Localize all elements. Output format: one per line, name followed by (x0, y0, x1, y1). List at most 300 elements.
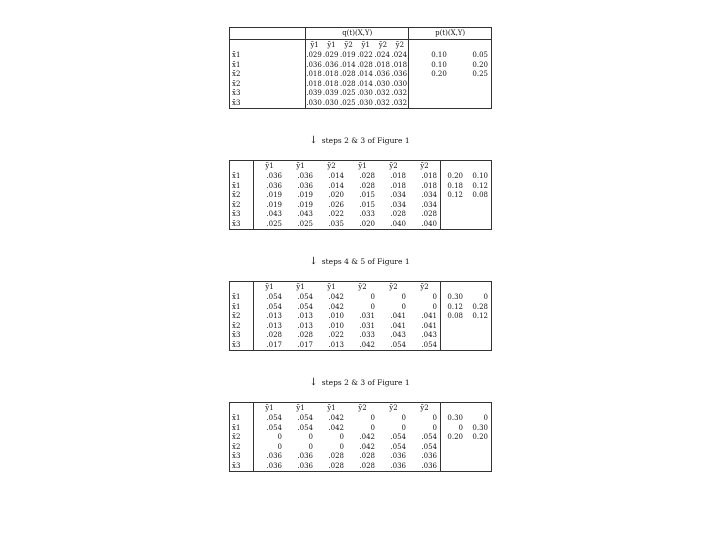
table-3-body (230, 282, 491, 351)
row-label: x̃3 (230, 210, 254, 220)
table-row (230, 462, 491, 472)
p-value-cell: 0.20 (431, 70, 447, 78)
q-value-cell: .054 (390, 442, 406, 451)
p-value-cell (409, 99, 450, 109)
row-label: x̃3 (230, 220, 254, 230)
q-value-cell: 0 (308, 433, 313, 441)
q-value-cell: 0 (339, 442, 344, 451)
q-value-cell: 0 (370, 302, 375, 311)
q-value-cell: .018 (390, 181, 406, 190)
table-row (230, 99, 491, 109)
row-label: x̃1 (230, 303, 254, 313)
q-value-cell: .014 (357, 79, 373, 88)
step-text: steps 2 & 3 of Figure 1 (321, 378, 410, 387)
q-value-cell: .042 (328, 414, 344, 422)
step-label-2 (229, 256, 490, 267)
q-value-cell: .041 (409, 312, 441, 322)
q-value-cell: .028 (359, 172, 375, 180)
q-value-cell: .054 (378, 341, 409, 351)
q-value-cell: .036 (391, 70, 408, 78)
q-value-cell: .018 (409, 172, 441, 182)
table-row (230, 433, 491, 443)
p-value-cell (466, 341, 491, 351)
p-value-cell: 0.20 (447, 172, 463, 180)
q-value-cell: .010 (328, 312, 344, 320)
row-label: x̃2 (230, 443, 254, 453)
p-value-cell (441, 201, 467, 211)
p-header-cell (409, 40, 450, 52)
q-value-cell: .054 (297, 414, 313, 422)
q-value-cell: .020 (328, 191, 344, 199)
column-header: ỹ1 (296, 282, 305, 291)
q-value-cell: 0 (401, 414, 406, 422)
row-label: x̃2 (230, 201, 254, 211)
column-header: ỹ1 (296, 161, 305, 170)
table-row (230, 452, 491, 462)
q-value-cell: .028 (316, 462, 347, 472)
p-value-cell (441, 452, 467, 462)
q-value-cell: .054 (297, 302, 313, 311)
q-value-cell: 0 (409, 424, 441, 434)
q-value-cell: .030 (391, 79, 408, 88)
column-header: ỹ2 (409, 282, 441, 294)
row-label: x̃3 (230, 452, 254, 462)
table-2 (229, 160, 492, 230)
p-header-cell (466, 403, 491, 415)
p-value-cell (466, 443, 491, 453)
table-row (230, 341, 491, 351)
q-value-cell: .028 (297, 331, 313, 339)
p-value-cell (441, 341, 467, 351)
q-value-cell: .028 (266, 331, 282, 339)
p-header-cell (441, 403, 467, 415)
q-value-cell: .019 (266, 191, 282, 199)
q-value-cell: .036 (306, 60, 322, 69)
q-value-cell: .042 (347, 341, 378, 351)
p-value-cell (441, 322, 467, 332)
q-value-cell: .036 (297, 172, 313, 180)
q-value-cell: .017 (285, 341, 316, 351)
table-4 (229, 402, 492, 472)
corner-cell (230, 161, 254, 173)
column-header: ỹ1 (265, 282, 274, 291)
table-row (230, 424, 491, 434)
q-value-cell: .028 (359, 181, 375, 190)
q-value-cell: .028 (340, 70, 356, 78)
row-label: x̃2 (230, 80, 306, 90)
p-value-cell: 0.28 (472, 302, 488, 311)
column-header-row (230, 161, 491, 173)
q-value-cell: .054 (266, 414, 282, 422)
q-value-cell: .019 (266, 200, 282, 209)
q-value-cell: .036 (266, 181, 282, 190)
row-label: x̃1 (230, 61, 306, 71)
q-value-cell: .036 (266, 452, 282, 460)
q-value-cell: .035 (316, 220, 347, 230)
q-value-cell: .032 (391, 89, 408, 97)
column-header: ỹ2 (409, 161, 441, 173)
table-row (230, 182, 491, 192)
q-value-cell: .036 (378, 462, 409, 472)
q-value-cell: .030 (306, 98, 322, 107)
p-value-cell: 0.08 (447, 312, 463, 320)
table-row (230, 80, 491, 90)
q-value-cell: .019 (340, 51, 356, 59)
p-value-cell: 0.20 (472, 60, 488, 69)
column-header: ỹ1 (358, 161, 367, 170)
corner-cell (230, 40, 306, 52)
table-row (230, 414, 491, 424)
row-label: x̃1 (230, 424, 254, 434)
q-value-cell: .025 (285, 220, 316, 230)
column-header: ỹ2 (358, 403, 367, 412)
p-value-cell (466, 452, 491, 462)
row-label: x̃1 (230, 51, 306, 61)
row-label: x̃2 (230, 191, 254, 201)
q-value-cell: .041 (390, 312, 406, 320)
p-value-cell: 0.25 (472, 70, 488, 78)
column-header: ỹ2 (327, 161, 336, 170)
column-header: ỹ1 (327, 282, 336, 291)
p-value-cell: 0.12 (472, 312, 488, 320)
p-value-cell (441, 331, 467, 341)
p-value-cell (466, 201, 491, 211)
row-label: x̃2 (230, 322, 254, 332)
q-value-cell: .030 (357, 98, 373, 107)
column-header: ỹ1 (265, 403, 274, 412)
table-row (230, 70, 491, 80)
table-4-grid (230, 402, 491, 472)
q-value-cell: .042 (328, 293, 344, 301)
q-value-cell: .036 (322, 60, 339, 69)
p-header-cell (450, 40, 491, 52)
q-value-cell: .013 (316, 341, 347, 351)
p-value-cell (441, 443, 467, 453)
p-header-cell (441, 161, 467, 173)
q-value-cell: .040 (409, 220, 441, 230)
q-value-cell: .018 (306, 79, 322, 88)
column-header: ỹ2 (389, 403, 398, 412)
q-value-cell: 0 (409, 293, 441, 303)
q-value-cell: 0 (409, 303, 441, 313)
table-row (230, 312, 491, 322)
table-3 (229, 281, 492, 351)
step-label-3 (229, 377, 490, 388)
table-1 (229, 27, 492, 109)
step-text: steps 2 & 3 of Figure 1 (321, 136, 410, 145)
q-value-cell: .030 (374, 79, 390, 88)
p-value-cell (441, 210, 467, 220)
q-value-cell: .018 (409, 182, 441, 192)
q-value-cell: .013 (297, 312, 313, 320)
q-value-cell: .054 (297, 423, 313, 432)
q-value-cell: .033 (359, 331, 375, 339)
q-value-cell: .039 (306, 89, 322, 97)
step-text: steps 4 & 5 of Figure 1 (321, 257, 410, 266)
table-row (230, 51, 491, 61)
q-value-cell: .042 (328, 302, 344, 311)
p-header-cell (466, 161, 491, 173)
q-value-cell: .036 (254, 462, 286, 472)
q-value-cell: .036 (285, 462, 316, 472)
table-row (230, 191, 491, 201)
p-value-cell (409, 89, 450, 99)
q-value-cell: .015 (359, 191, 375, 199)
q-value-cell: .040 (378, 220, 409, 230)
q-value-cell: .036 (297, 181, 313, 190)
p-value-cell (466, 331, 491, 341)
p-value-cell (409, 80, 450, 90)
row-label: x̃3 (230, 341, 254, 351)
q-value-cell: .025 (254, 220, 286, 230)
q-value-cell: .014 (340, 60, 356, 69)
p-value-cell: 0.30 (472, 423, 488, 432)
table-1-grid (230, 27, 491, 109)
row-label: x̃2 (230, 70, 306, 80)
q-value-cell: .043 (409, 331, 441, 341)
q-value-cell: .034 (409, 201, 441, 211)
q-value-cell: .036 (409, 462, 441, 472)
q-value-cell: .032 (391, 98, 408, 107)
q-value-cell: .054 (297, 293, 313, 301)
table-row (230, 61, 491, 71)
table-row (230, 172, 491, 182)
q-value-cell: .028 (328, 452, 344, 460)
q-value-cell: .015 (359, 200, 375, 209)
table-row (230, 89, 491, 99)
p-value-cell: 0.08 (472, 191, 488, 199)
q-value-cell: .032 (374, 98, 390, 107)
q-value-cell: .018 (306, 70, 322, 78)
q-value-cell: .019 (297, 191, 313, 199)
column-header: ỹ2 (344, 40, 353, 49)
q-value-cell: .018 (390, 172, 406, 180)
q-value-cell: .028 (357, 60, 373, 69)
q-value-cell: .013 (266, 321, 282, 330)
q-value-cell: .013 (266, 312, 282, 320)
column-header: ỹ2 (389, 161, 398, 170)
q-value-cell: .014 (328, 181, 344, 190)
q-value-cell: .042 (359, 442, 375, 451)
q-value-cell: .026 (328, 200, 344, 209)
q-value-cell: .022 (328, 331, 344, 339)
q-value-cell: .054 (266, 302, 282, 311)
q-value-cell: 0 (339, 433, 344, 441)
p-value-cell: 0 (483, 414, 488, 422)
p-value-cell: 0.10 (431, 51, 447, 59)
p-header-cell (441, 282, 467, 294)
column-header-row (230, 403, 491, 415)
q-value-cell: .036 (390, 452, 406, 460)
q-value-cell: .054 (390, 433, 406, 441)
q-value-cell: .034 (390, 191, 406, 199)
q-value-cell: .034 (409, 191, 441, 201)
q-value-cell: .029 (322, 51, 339, 59)
p-value-cell: 0.05 (472, 51, 488, 59)
q-value-cell: .036 (409, 452, 441, 462)
column-header: ỹ2 (378, 40, 388, 49)
q-value-cell: 0 (277, 442, 282, 451)
q-value-cell: .036 (297, 452, 313, 460)
down-arrow-icon: ↓ (309, 377, 318, 388)
q-value-cell: .054 (409, 341, 441, 351)
table-row (230, 322, 491, 332)
p-value-cell: 0.12 (447, 191, 463, 199)
row-label: x̃3 (230, 99, 306, 109)
down-arrow-icon: ↓ (309, 135, 318, 146)
q-value-cell: .019 (297, 200, 313, 209)
q-value-cell: .041 (409, 322, 441, 332)
p-value-cell: 0.20 (447, 433, 463, 441)
row-label: x̃2 (230, 312, 254, 322)
row-label: x̃1 (230, 414, 254, 424)
p-value-cell (466, 210, 491, 220)
row-label: x̃1 (230, 293, 254, 303)
table-row (230, 293, 491, 303)
table-4-body (230, 403, 491, 472)
row-label: x̃2 (230, 433, 254, 443)
q-value-cell: .033 (359, 210, 375, 218)
q-value-cell: 0 (370, 293, 375, 301)
p-value-cell: 0.18 (447, 181, 463, 190)
q-value-cell: .028 (359, 452, 375, 460)
q-value-cell: .039 (322, 89, 339, 97)
column-header: ỹ1 (296, 403, 305, 412)
q-value-cell: .042 (359, 433, 375, 441)
row-label: x̃3 (230, 462, 254, 472)
row-label: x̃1 (230, 172, 254, 182)
corner-cell (230, 282, 254, 294)
q-value-cell: .018 (374, 60, 390, 69)
p-value-cell (466, 220, 491, 230)
row-label: x̃3 (230, 89, 306, 99)
p-value-cell (466, 462, 491, 472)
row-label: x̃3 (230, 331, 254, 341)
q-value-cell: .042 (328, 423, 344, 432)
p-value-cell: 0.30 (447, 293, 463, 301)
q-value-cell: 0 (401, 423, 406, 432)
table-row (230, 201, 491, 211)
q-value-cell: .025 (340, 98, 356, 107)
row-label: x̃1 (230, 182, 254, 192)
table-row (230, 220, 491, 230)
q-value-cell: .018 (391, 60, 408, 69)
column-header: ỹ2 (358, 282, 367, 291)
p-value-cell: 0.10 (431, 60, 447, 69)
p-value-cell: 0.12 (472, 181, 488, 190)
column-header: ỹ1 (265, 161, 274, 170)
q-value-cell: .036 (374, 70, 390, 78)
q-value-cell: 0 (409, 414, 441, 424)
column-header: ỹ1 (327, 403, 336, 412)
q-value-cell: .013 (297, 321, 313, 330)
column-header: ỹ2 (409, 403, 441, 415)
q-value-cell: .028 (390, 210, 406, 218)
q-value-cell: .054 (266, 293, 282, 301)
q-value-cell: .043 (390, 331, 406, 339)
corner-cell (230, 403, 254, 415)
p-value-cell: 0.20 (472, 433, 488, 441)
group-header-q: q(t)(X,Y) (306, 28, 409, 40)
table-1-body (230, 40, 491, 109)
table-2-grid (230, 160, 491, 230)
q-value-cell: .028 (347, 462, 378, 472)
q-value-cell: .054 (266, 423, 282, 432)
table-row (230, 303, 491, 313)
q-value-cell: .022 (357, 51, 373, 59)
p-value-cell: 0.12 (447, 302, 463, 311)
q-value-cell: 0 (370, 423, 375, 432)
q-value-cell: .043 (297, 210, 313, 218)
q-value-cell: .022 (328, 210, 344, 218)
p-value-cell (466, 322, 491, 332)
q-value-cell: .024 (391, 51, 408, 59)
p-value-cell: 0.30 (447, 414, 463, 422)
q-value-cell: .030 (322, 98, 339, 107)
table-2-body (230, 161, 491, 230)
column-header: ỹ2 (392, 40, 409, 52)
q-value-cell: 0 (401, 293, 406, 301)
q-value-cell: 0 (277, 433, 282, 441)
q-value-cell: .028 (409, 210, 441, 220)
q-value-cell: .034 (390, 200, 406, 209)
q-value-cell: .032 (374, 89, 390, 97)
p-value-cell: 0.10 (472, 172, 488, 180)
corner-cell (230, 28, 306, 40)
table-row (230, 443, 491, 453)
q-value-cell: .031 (359, 321, 375, 330)
table-3-grid (230, 281, 491, 351)
p-value-cell (450, 89, 491, 99)
column-header: ỹ2 (389, 282, 398, 291)
column-header: ỹ1 (327, 40, 336, 49)
q-value-cell: .018 (322, 79, 339, 88)
q-value-cell: .017 (254, 341, 286, 351)
step-label-1 (229, 135, 490, 146)
down-arrow-icon: ↓ (309, 256, 318, 267)
p-value-cell (450, 80, 491, 90)
q-value-cell: .029 (306, 51, 322, 59)
q-value-cell: .043 (266, 210, 282, 218)
column-header-row (230, 282, 491, 294)
q-value-cell: 0 (308, 442, 313, 451)
column-header: ỹ1 (361, 40, 370, 49)
q-value-cell: .014 (328, 172, 344, 180)
p-header-cell (466, 282, 491, 294)
q-value-cell: .041 (390, 321, 406, 330)
q-value-cell: .024 (374, 51, 390, 59)
q-value-cell: .020 (347, 220, 378, 230)
column-header: ỹ1 (310, 40, 319, 49)
q-value-cell: .036 (266, 172, 282, 180)
q-value-cell: .031 (359, 312, 375, 320)
p-value-cell (441, 462, 467, 472)
p-value-cell (450, 99, 491, 109)
q-value-cell: .054 (409, 443, 441, 453)
q-value-cell: 0 (370, 414, 375, 422)
q-value-cell: .028 (340, 79, 356, 88)
q-value-cell: .014 (357, 70, 373, 78)
column-header-row (230, 40, 491, 52)
p-value-cell: 0 (458, 423, 463, 432)
p-value-cell (441, 220, 467, 230)
q-value-cell: .025 (340, 89, 356, 97)
q-value-cell: .030 (357, 89, 373, 97)
q-value-cell: .054 (409, 433, 441, 443)
q-value-cell: .018 (322, 70, 339, 78)
q-value-cell: .010 (328, 321, 344, 330)
p-value-cell: 0 (483, 293, 488, 301)
